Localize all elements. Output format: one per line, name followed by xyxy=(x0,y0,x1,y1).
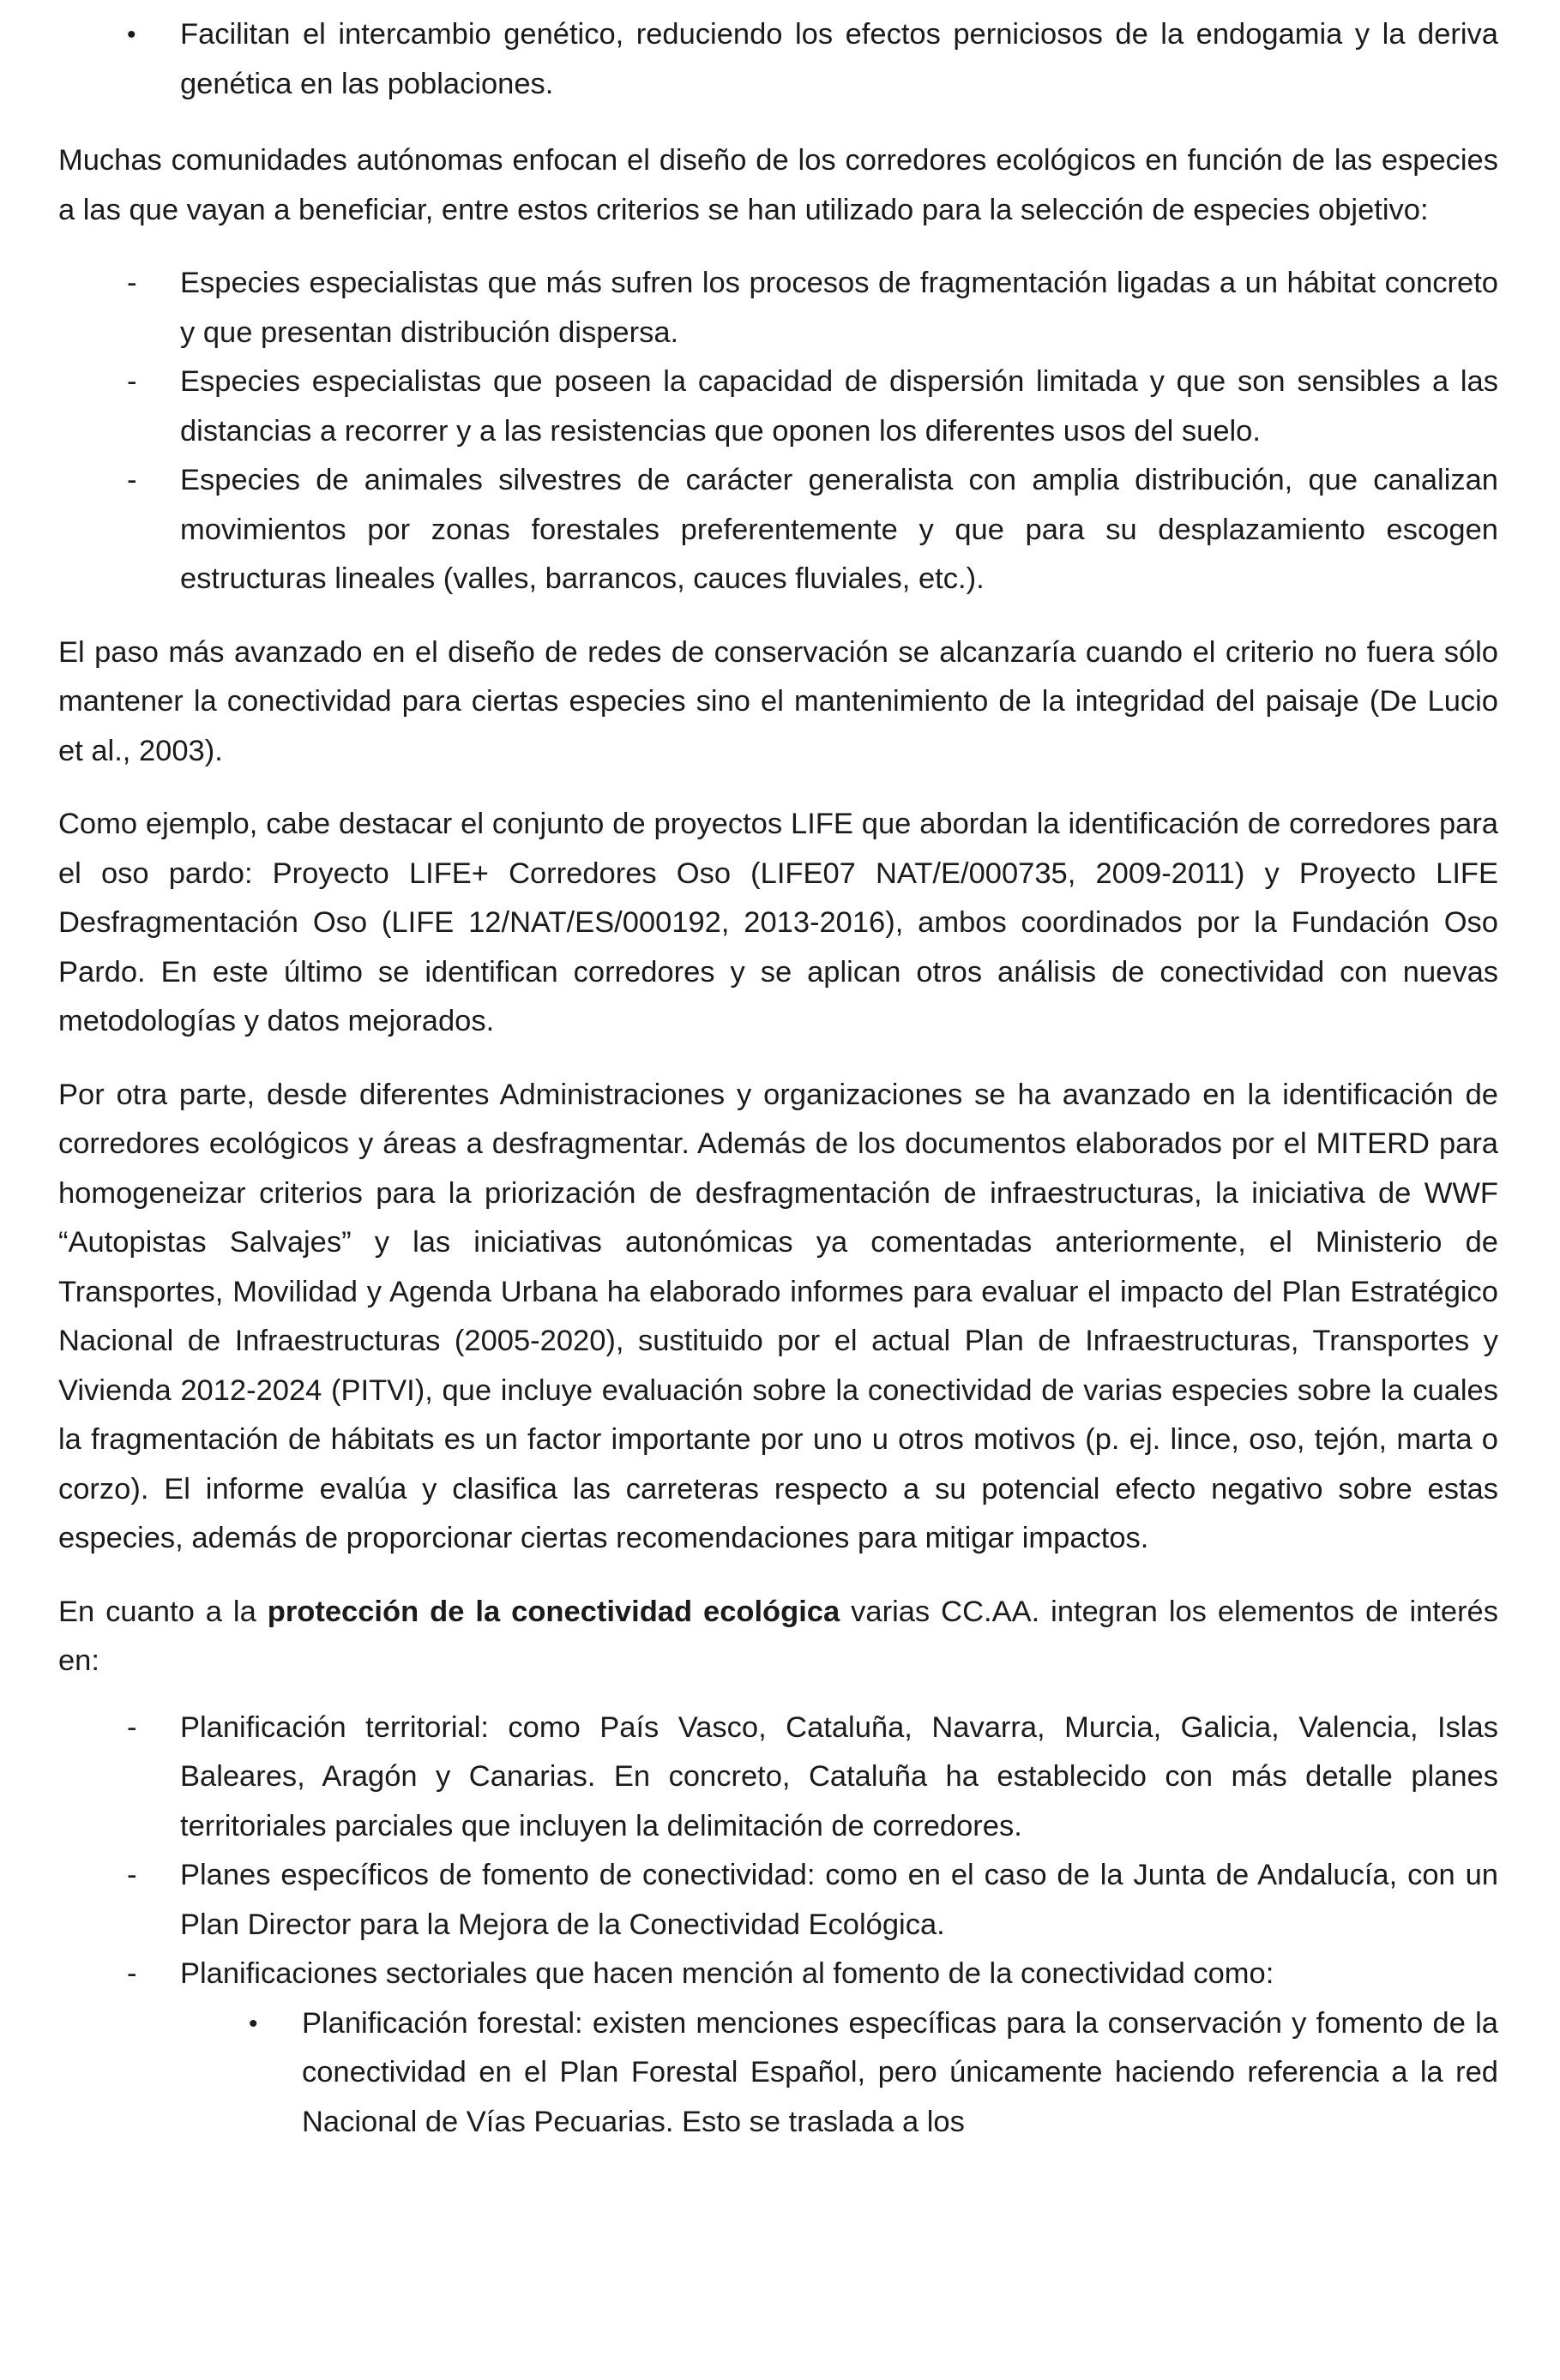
paragraph-species-criteria: Muchas comunidades autónomas enfocan el diseño de los corredores ecológicos en función de las especies a las que vayan a beneficiar, entre estos criterios se han utilizado para la selección de especies objetivo: xyxy=(58,144,1498,226)
list-item xyxy=(58,1950,1498,2147)
paragraph-life-projects: Como ejemplo, cabe destacar el conjunto de proyectos LIFE que abordan la identificación de corredores para el oso pardo: Proyecto LIFE+ Corredores Oso (LIFE07 NAT/E/000735, 2009-2011) y Proyecto LIFE Desfragmentación Oso (LIFE 12/NAT/ES/000192, 2013-2016), ambos coordinados por la Fundación Oso Pardo. En este último se identifican corredores y se aplican otros análisis de conectividad con nuevas metodologías y datos mejorados. xyxy=(58,808,1498,1037)
paragraph-protection-intro xyxy=(58,1588,1498,1686)
criteria-list xyxy=(58,259,1498,604)
dash-icon: - xyxy=(127,464,137,496)
dash-icon: - xyxy=(127,1957,137,1990)
dash-icon: - xyxy=(127,365,137,398)
dash-icon: - xyxy=(127,1710,137,1744)
list-item xyxy=(58,259,1498,358)
list-item-text: Planificación forestal: existen menciones específicas para la conservación y fomento de la conectividad en el Plan Forestal Español, pero únicamente haciendo referencia a la red Nacional de Vías Pecuarias. Esto se traslada a los xyxy=(302,2006,1498,2138)
dash-icon: - xyxy=(127,1859,137,1891)
list-item xyxy=(58,1851,1498,1950)
list-item-text: Especies de animales silvestres de carácter generalista con amplia distribución, que canalizan movimientos por zonas forestales preferentemente y que para su desplazamiento escogen estructuras lineales (valles, barrancos, cauces fluviales, etc.). xyxy=(180,464,1498,595)
list-item xyxy=(180,1999,1498,2148)
text-span: varias CC.AA. integran los elementos de interés en: xyxy=(58,1595,1498,1677)
list-item-text: Facilitan el intercambio genético, reduciendo los efectos perniciosos de la endogamia y la deriva genética en las poblaciones. xyxy=(180,18,1498,100)
list-item xyxy=(58,456,1498,604)
list-item xyxy=(58,1704,1498,1852)
list-item-text: Especies especialistas que más sufren los procesos de fragmentación ligadas a un hábitat concreto y que presentan distribución dispersa. xyxy=(180,267,1498,349)
list-item xyxy=(58,358,1498,456)
dash-icon: - xyxy=(127,267,137,299)
sub-bullet-list xyxy=(180,1999,1498,2148)
bullet-icon: • xyxy=(127,21,136,49)
list-item-text: Planificación territorial: como País Vasco, Cataluña, Navarra, Murcia, Galicia, Valencia, Islas Baleares, Aragón y Canarias. En concreto, Cataluña ha establecido con más detalle planes territoriales parciales que incluyen la delimitación de corredores. xyxy=(180,1710,1498,1842)
list-item-text: Planes específicos de fomento de conectividad: como en el caso de la Junta de Andalucía, con un Plan Director para la Mejora de la Conectividad Ecológica. xyxy=(180,1859,1498,1941)
list-item-text: Especies especialistas que poseen la capacidad de dispersión limitada y que son sensibles a las distancias a recorrer y a las resistencias que oponen los diferentes usos del suelo. xyxy=(180,365,1498,448)
intro-bullet-list xyxy=(58,10,1498,109)
list-item-text: Planificaciones sectoriales que hacen mención al fomento de la conectividad como: xyxy=(180,1957,1274,1990)
bullet-icon: • xyxy=(249,2009,258,2038)
paragraph-administrations: Por otra parte, desde diferentes Administraciones y organizaciones se ha avanzado en la identificación de corredores ecológicos y áreas a desfragmentar. Además de los documentos elaborados por el MITERD para homogeneizar criterios para la priorización de desfragmentación de infraestructuras, la iniciativa de WWF “Autopistas Salvajes” y las iniciativas autonómicas ya comentadas anteriormente, el Ministerio de Transportes, Movilidad y Agenda Urbana ha elaborado informes para evaluar el impacto del Plan Estratégico Nacional de Infraestructuras (2005-2020), sustituido por el actual Plan de Infraestructuras, Transportes y Vivienda 2012-2024 (PITVI), que incluye evaluación sobre la conectividad de varias especies sobre la cuales la fragmentación de hábitats es un factor importante por uno u otros motivos (p. ej. lince, oso, tejón, marta o corzo). El informe evalúa y clasifica las carreteras respecto a su potencial efecto negativo sobre estas especies, además de proporcionar ciertas recomendaciones para mitigar impactos. xyxy=(58,1078,1498,1554)
protection-list xyxy=(58,1704,1498,2148)
text-span: En cuanto a la xyxy=(58,1595,268,1628)
list-item xyxy=(58,10,1498,109)
paragraph-landscape-integrity: El paso más avanzado en el diseño de redes de conservación se alcanzaría cuando el criterio no fuera sólo mantener la conectividad para ciertas especies sino el mantenimiento de la integridad del paisaje (De Lucio et al., 2003). xyxy=(58,635,1498,767)
bold-text: protección de la conectividad ecológica xyxy=(267,1595,840,1628)
